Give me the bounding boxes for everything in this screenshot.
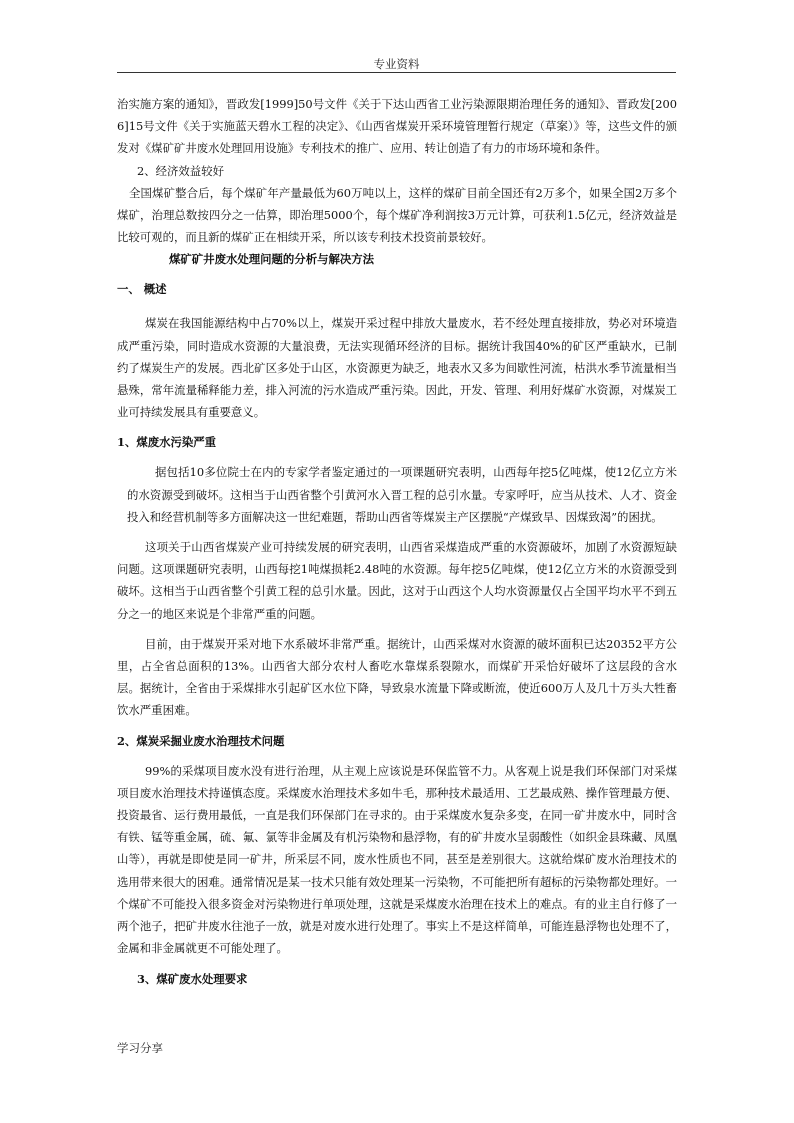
- page-footer: 学习分享: [117, 1041, 163, 1055]
- header-rule: [117, 72, 676, 73]
- paragraph-pollution-2: 这项关于山西省煤炭产业可持续发展的研究表明，山西省采煤造成严重的水资源破坏，加剧了水资源短缺问题。这项课题研究表明，山西每挖1吨煤损耗2.48吨的水资源。每年挖5亿吨煤，使12亿立方米的水资源受到破坏。这相当于山西省整个引黄工程的总引水量。因此，这对于山西这个人均水资源量仅占全国平均水平不到五分之一的地区来说是个非常严重的问题。: [117, 540, 677, 621]
- document-body: [117, 93, 677, 990]
- page-header: 专业资料: [373, 57, 420, 71]
- heading-economic-benefit: 2、经济效益较好: [137, 163, 224, 178]
- paragraph-pollution-3: 目前，由于煤炭开采对地下水系破坏非常严重。据统计，山西采煤对水资源的破坏面积已达20352平方公里，占全省总面积的13%。山西省大部分农村人畜吃水靠煤系裂隙水，而煤矿开采恰好破坏了这层段的含水层。据统计，全省由于采煤排水引起矿区水位下降，导致泉水流量下降或断流，使近600万人及几十万头大牲畜饮水严重困难。: [117, 636, 677, 718]
- paragraph-intro: 治实施方案的通知》，晋政发[1999]50号文件《关于下达山西省工业污染源限期治理任务的通知》、晋政发[2006]15号文件《关于实施蓝天碧水工程的决定》、《山西省煤炭开采环境管理暂行规定（草案）》等，这些文件的颁发对《煤矿矿井废水处理回用设施》专利技术的推广、应用、转让创造了有力的市场环境和条件。: [117, 97, 677, 156]
- heading-pollution: 1、煤废水污染严重: [117, 435, 217, 450]
- heading-requirements: 3、煤矿废水处理要求: [137, 971, 248, 986]
- paragraph-pollution-1: 据包括10多位院士在内的专家学者鉴定通过的一项课题研究表明，山西每年挖5亿吨煤，使12亿立方米的水资源受到破坏。这相当于山西省整个引黄河水入晋工程的总引水量。专家呼吁，应当从技术、人才、资金投入和经营机制等多方面解决这一世纪难题，帮助山西省等煤炭主产区摆脱“产煤致旱、因煤致渴”的困扰。: [127, 465, 677, 524]
- heading-technology: 2、煤炭采掘业废水治理技术问题: [117, 733, 285, 748]
- heading-overview: 一、 概述: [117, 282, 167, 297]
- document-title: 煤矿矿井废水处理问题的分析与解决方法: [169, 252, 375, 267]
- paragraph-overview: 煤炭在我国能源结构中占70%以上，煤炭开采过程中排放大量废水，若不经处理直接排放，势必对环境造成严重污染，同时造成水资源的大量浪费，无法实现循环经济的目标。据统计我国40%的矿区严重缺水，已制约了煤炭生产的发展。西北矿区多处于山区，水资源更为缺乏，地表水又多为间歇性河流，枯洪水季节流量相当悬殊，常年流量稀释能力差，排入河流的污水造成严重污染。因此，开发、管理、利用好煤矿水资源，对煤炭工业可持续发展具有重要意义。: [117, 316, 677, 420]
- paragraph-economic-benefit: 全国煤矿整合后，每个煤矿年产量最低为60万吨以上，这样的煤矿目前全国还有2万多个，如果全国2万多个煤矿，治理总数按四分之一估算，即治理5000个，每个煤矿净利润按3万元计算，可获利1.5亿元，经济效益是比较可观的，而且新的煤矿正在相续开采，所以该专利技术投资前景较好。: [117, 185, 677, 245]
- paragraph-technology: 99%的采煤项目废水没有进行治理，从主观上应该说是环保监管不力。从客观上说是我们环保部门对采煤项目废水治理技术持谨慎态度。采煤废水治理技术多如牛毛，那种技术最适用、工艺最成熟、操作管理最方便、投资最省、运行费用最低，一直是我们环保部门在寻求的。由于采煤废水复杂多变，在同一矿井废水中，同时含有铁、锰等重金属，硫、氟、氯等非金属及有机污染物和悬浮物，有的矿井废水呈弱酸性（如织金县珠藏、凤凰山等），再就是即使是同一矿井，所采层不同，废水性质也不同，甚至是差别很大。这就给煤矿废水治理技术的选用带来很大的困难。通常情况是某一技术只能有效处理某一污染物，不可能把所有超标的污染物都处理好。一个煤矿不可能投入很多资金对污染物进行单项处理，这就是采煤废水治理在技术上的难点。有的业主自行修了一两个池子，把矿井废水往池子一放，就是对废水进行处理了。事实上不是这样简单，可能连悬浮物也处理不了，金属和非金属就更不可能处理了。: [117, 763, 677, 956]
